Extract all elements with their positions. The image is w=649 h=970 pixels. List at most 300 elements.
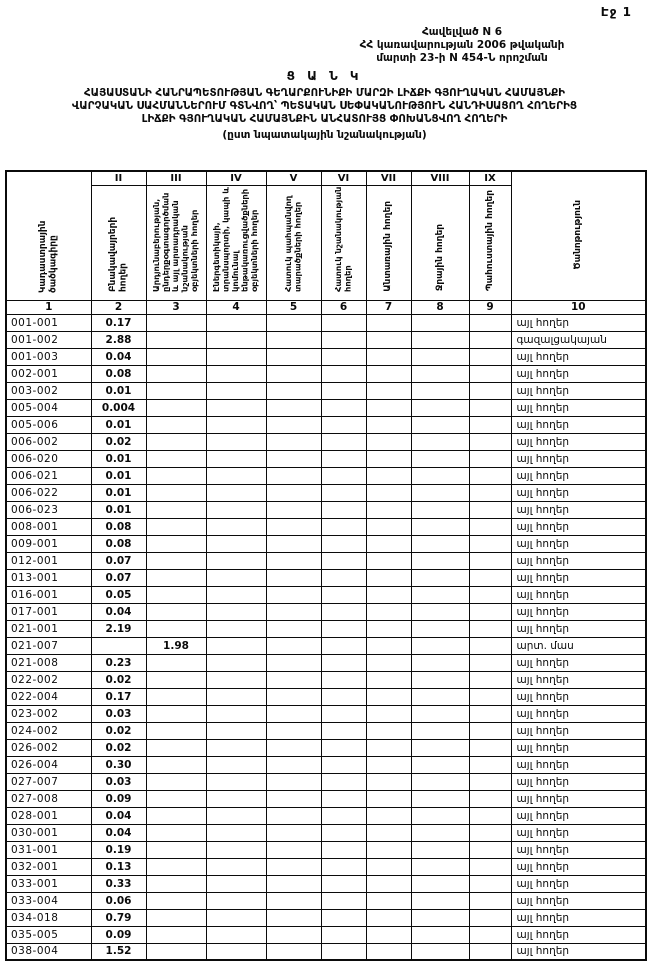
area-value-cell [146,331,206,348]
area-value-cell [146,586,206,603]
area-value-cell [411,671,469,688]
area-value-cell [469,331,511,348]
area-value-cell [266,892,321,909]
area-value-cell [321,399,366,416]
area-value-cell: 0.13 [91,858,146,875]
area-value-cell [411,756,469,773]
area-value-cell [366,671,411,688]
area-value-cell: 0.01 [91,416,146,433]
area-value-cell [206,926,266,943]
area-value-cell [411,586,469,603]
area-value-cell [206,382,266,399]
area-value-cell: 0.04 [91,807,146,824]
table-row [6,620,646,637]
area-value-cell: 0.004 [91,399,146,416]
area-value-cell [146,892,206,909]
area-value-cell [321,467,366,484]
area-value-cell [321,348,366,365]
table-row [6,654,646,671]
area-value-cell [411,450,469,467]
area-value-cell [266,518,321,535]
area-value-cell [469,790,511,807]
area-value-cell [206,314,266,331]
area-value-cell [411,467,469,484]
area-value-cell [266,841,321,858]
area-value-cell [266,909,321,926]
area-value-cell [366,603,411,620]
area-value-cell [146,416,206,433]
table-row [6,501,646,518]
area-value-cell [266,926,321,943]
area-value-cell [366,620,411,637]
area-value-cell [469,858,511,875]
area-value-cell [411,943,469,960]
area-value-cell [469,399,511,416]
cadastral-code-cell: 030-001 [6,824,91,841]
table-row [6,586,646,603]
note-cell: այլ հողեր [511,909,646,926]
area-value-cell [469,824,511,841]
area-value-cell: 0.09 [91,926,146,943]
table-body [6,314,646,960]
area-value-cell [411,314,469,331]
area-value-cell [366,637,411,654]
area-value-cell [266,603,321,620]
column-number-6: 6 [321,300,366,314]
area-value-cell [469,773,511,790]
area-value-cell [266,739,321,756]
cadastral-code-cell: 006-020 [6,450,91,467]
cadastral-code-cell: 031-001 [6,841,91,858]
area-value-cell [266,433,321,450]
area-value-cell [146,824,206,841]
area-value-cell [411,722,469,739]
cadastral-code-cell: 035-005 [6,926,91,943]
area-value-cell [321,552,366,569]
table-row [6,926,646,943]
area-value-cell [411,365,469,382]
header-special-purpose-lands [321,185,366,300]
area-value-cell [366,450,411,467]
cadastral-code-cell: 009-001 [6,535,91,552]
area-value-cell: 1.52 [91,943,146,960]
area-value-cell [321,484,366,501]
area-value-cell [146,382,206,399]
area-value-cell [321,365,366,382]
area-value-cell [266,943,321,960]
note-cell: այլ հողեր [511,586,646,603]
header-water-lands [411,185,469,300]
cadastral-code-cell: 021-008 [6,654,91,671]
area-value-cell [366,518,411,535]
area-value-cell [321,841,366,858]
area-value-cell [469,892,511,909]
area-value-cell: 1.98 [146,637,206,654]
area-value-cell [266,365,321,382]
area-value-cell [411,807,469,824]
area-value-cell [469,637,511,654]
note-cell: այլ հողեր [511,756,646,773]
area-value-cell [321,790,366,807]
area-value-cell [321,620,366,637]
table-row [6,484,646,501]
note-cell: այլ հողեր [511,552,646,569]
area-value-cell [411,926,469,943]
column-number-10: 10 [511,300,646,314]
area-value-cell [366,909,411,926]
area-value-cell [266,467,321,484]
area-value-cell [206,705,266,722]
area-value-cell [469,875,511,892]
area-value-cell [206,620,266,637]
table-row [6,382,646,399]
area-value-cell [411,739,469,756]
area-value-cell [411,875,469,892]
column-number-8: 8 [411,300,469,314]
area-value-cell [146,518,206,535]
land-transfer-table [5,170,647,961]
area-value-cell [266,637,321,654]
area-value-cell [206,637,266,654]
area-value-cell [411,416,469,433]
cadastral-code-cell: 021-001 [6,620,91,637]
area-value-cell [469,416,511,433]
area-value-cell [366,552,411,569]
column-number-7: 7 [366,300,411,314]
cadastral-code-cell: 013-001 [6,569,91,586]
area-value-cell [206,450,266,467]
area-value-cell [266,858,321,875]
area-value-cell [321,705,366,722]
table-row [6,450,646,467]
cadastral-code-cell: 027-008 [6,790,91,807]
area-value-cell [321,739,366,756]
area-value-cell [366,416,411,433]
table-row [6,365,646,382]
note-cell: այլ հողեր [511,484,646,501]
area-value-cell [146,807,206,824]
area-value-cell [321,450,366,467]
area-value-cell: 0.04 [91,603,146,620]
header-infrastructure-lands-label: Էներգետիկայի, տրանսպորտի, կապի և կոմունալ ենթակառուցվածքների օբյեկտների հողեր [211,186,260,292]
title-subtitle: (ըստ նպատակային նշանակության) [222,128,427,141]
area-value-cell [266,586,321,603]
area-value-cell [321,382,366,399]
area-value-cell [146,620,206,637]
area-value-cell: 0.04 [91,824,146,841]
cadastral-code-cell: 026-002 [6,739,91,756]
table-row [6,722,646,739]
cadastral-code-cell: 023-002 [6,705,91,722]
area-value-cell [411,603,469,620]
area-value-cell [266,416,321,433]
area-value-cell [321,671,366,688]
area-value-cell [146,433,206,450]
note-cell: այլ հողեր [511,382,646,399]
title-line-3: ԼԻՃՔԻ ԳՅՈՒՂԱԿԱՆ ՀԱՄԱՅՆՔԻՆ ԱՆՀԱՏՈՒՅՑ ՓՈԽԱՆՑՎՈՂ ՀՈՂԵՐԻ [141,113,508,126]
area-value-cell [469,841,511,858]
area-value-cell [469,926,511,943]
appendix-line-3: մարտի 23-ի N 454-Ն որոշման [376,52,548,65]
area-value-cell [411,824,469,841]
numeral-col3: III [146,171,206,185]
area-value-cell [206,552,266,569]
cadastral-code-cell: 024-002 [6,722,91,739]
area-value-cell [206,433,266,450]
area-value-cell [469,348,511,365]
area-value-cell [469,603,511,620]
note-cell: գազալցակայան [511,331,646,348]
cadastral-code-cell: 033-004 [6,892,91,909]
area-value-cell [469,365,511,382]
area-value-cell: 0.02 [91,433,146,450]
note-cell: այլ հողեր [511,348,646,365]
area-value-cell [366,705,411,722]
cadastral-code-cell: 028-001 [6,807,91,824]
cadastral-code-cell: 016-001 [6,586,91,603]
area-value-cell: 0.01 [91,382,146,399]
header-protected-lands-label: Հատուկ պահպանվող տարածքների հողեր [282,195,303,292]
area-value-cell [206,569,266,586]
area-value-cell [146,943,206,960]
area-value-cell [266,671,321,688]
cadastral-code-cell: 022-002 [6,671,91,688]
numeral-col9: IX [469,171,511,185]
table-row [6,552,646,569]
cadastral-code-cell: 006-022 [6,484,91,501]
area-value-cell [206,875,266,892]
area-value-cell [411,654,469,671]
area-value-cell [146,790,206,807]
area-value-cell: 0.07 [91,552,146,569]
header-note-label: Ծանոթություն [573,199,584,269]
area-value-cell [206,331,266,348]
area-value-cell [411,518,469,535]
cadastral-code-cell: 032-001 [6,858,91,875]
area-value-cell [411,348,469,365]
area-value-cell [321,909,366,926]
area-value-cell [266,331,321,348]
area-value-cell [469,501,511,518]
cadastral-code-cell: 008-001 [6,518,91,535]
note-cell: այլ հողեր [511,365,646,382]
area-value-cell [411,433,469,450]
table-row [6,603,646,620]
area-value-cell [366,739,411,756]
table-row [6,892,646,909]
area-value-cell [266,654,321,671]
area-value-cell [469,722,511,739]
area-value-cell [411,552,469,569]
column-number-1: 1 [6,300,91,314]
table-row [6,841,646,858]
area-value-cell [366,399,411,416]
area-value-cell [206,348,266,365]
document-title [0,69,649,142]
area-value-cell [366,535,411,552]
area-value-cell [411,858,469,875]
note-cell: այլ հողեր [511,841,646,858]
area-value-cell [469,688,511,705]
area-value-cell [146,552,206,569]
area-value-cell [266,569,321,586]
area-value-cell [469,909,511,926]
area-value-cell [206,824,266,841]
table-row [6,433,646,450]
area-value-cell [146,926,206,943]
table-row [6,331,646,348]
area-value-cell [366,688,411,705]
note-cell: այլ հողեր [511,654,646,671]
area-value-cell [206,365,266,382]
note-cell: այլ հողեր [511,875,646,892]
area-value-cell [366,756,411,773]
area-value-cell [146,450,206,467]
area-value-cell [146,773,206,790]
area-value-cell [266,552,321,569]
area-value-cell: 0.08 [91,518,146,535]
area-value-cell [206,892,266,909]
area-value-cell [206,484,266,501]
note-cell: այլ հողեր [511,824,646,841]
area-value-cell [266,450,321,467]
area-value-cell: 0.05 [91,586,146,603]
area-value-cell [206,399,266,416]
cadastral-code-cell: 026-004 [6,756,91,773]
note-cell: այլ հողեր [511,722,646,739]
table-row [6,807,646,824]
area-value-cell [469,671,511,688]
area-value-cell [321,654,366,671]
area-value-cell [321,637,366,654]
table-row [6,943,646,960]
area-value-cell [469,518,511,535]
area-value-cell [366,654,411,671]
table-row [6,773,646,790]
table-row [6,739,646,756]
appendix-line-1: Հավելված N 6 [421,26,503,38]
header-industrial-lands [146,185,206,300]
area-value-cell: 0.19 [91,841,146,858]
area-value-cell [266,484,321,501]
area-value-cell [206,501,266,518]
area-value-cell [146,603,206,620]
area-value-cell: 0.02 [91,739,146,756]
header-special-purpose-lands-label: Հատուկ նշանակության հողեր [332,186,353,292]
area-value-cell [469,535,511,552]
area-value-cell [411,399,469,416]
area-value-cell [411,620,469,637]
area-value-cell [321,586,366,603]
column-number-row [6,300,646,314]
area-value-cell [146,688,206,705]
table-row [6,858,646,875]
note-cell: այլ հողեր [511,926,646,943]
header-infrastructure-lands [206,185,266,300]
area-value-cell [366,858,411,875]
column-number-5: 5 [266,300,321,314]
area-value-cell [411,892,469,909]
note-cell: այլ հողեր [511,943,646,960]
table-row [6,705,646,722]
column-number-2: 2 [91,300,146,314]
area-value-cell [266,807,321,824]
area-value-cell [206,535,266,552]
table-row [6,569,646,586]
area-value-cell [321,875,366,892]
cadastral-code-cell: 033-001 [6,875,91,892]
area-value-cell [469,569,511,586]
area-value-cell [366,382,411,399]
area-value-cell [366,365,411,382]
note-cell: այլ հողեր [511,535,646,552]
area-value-cell [411,909,469,926]
area-value-cell [321,943,366,960]
area-value-cell [469,739,511,756]
note-cell: այլ հողեր [511,705,646,722]
area-value-cell [469,654,511,671]
area-value-cell [146,569,206,586]
area-value-cell [266,535,321,552]
area-value-cell [321,569,366,586]
note-cell: այլ հողեր [511,671,646,688]
area-value-cell [266,722,321,739]
area-value-cell [266,790,321,807]
cadastral-code-cell: 003-002 [6,382,91,399]
cadastral-code-cell: 006-021 [6,467,91,484]
area-value-cell [146,841,206,858]
area-value-cell [411,331,469,348]
area-value-cell [146,535,206,552]
area-value-cell [206,943,266,960]
appendix-reference [297,26,627,65]
area-value-cell: 0.23 [91,654,146,671]
table-row [6,909,646,926]
area-value-cell [146,909,206,926]
note-cell: այլ հողեր [511,314,646,331]
note-cell: այլ հողեր [511,603,646,620]
cadastral-code-cell: 005-004 [6,399,91,416]
area-value-cell [411,841,469,858]
area-value-cell [366,331,411,348]
cadastral-code-cell: 038-004 [6,943,91,960]
area-value-cell: 0.08 [91,365,146,382]
area-value-cell [321,807,366,824]
note-cell: այլ հողեր [511,620,646,637]
header-reserve-lands [469,185,511,300]
area-value-cell [411,688,469,705]
area-value-cell: 0.09 [91,790,146,807]
area-value-cell [321,331,366,348]
cadastral-code-cell: 034-018 [6,909,91,926]
area-value-cell [146,501,206,518]
area-value-cell [206,722,266,739]
table-row [6,790,646,807]
header-settlement-lands [91,185,146,300]
area-value-cell: 0.01 [91,450,146,467]
area-value-cell: 0.02 [91,722,146,739]
area-value-cell [206,518,266,535]
area-value-cell [146,671,206,688]
table-row [6,875,646,892]
area-value-cell [266,824,321,841]
cadastral-code-cell: 006-023 [6,501,91,518]
area-value-cell [206,688,266,705]
note-cell: այլ հողեր [511,399,646,416]
area-value-cell: 0.07 [91,569,146,586]
area-value-cell [146,365,206,382]
page-number: Էջ 1 [600,5,632,19]
